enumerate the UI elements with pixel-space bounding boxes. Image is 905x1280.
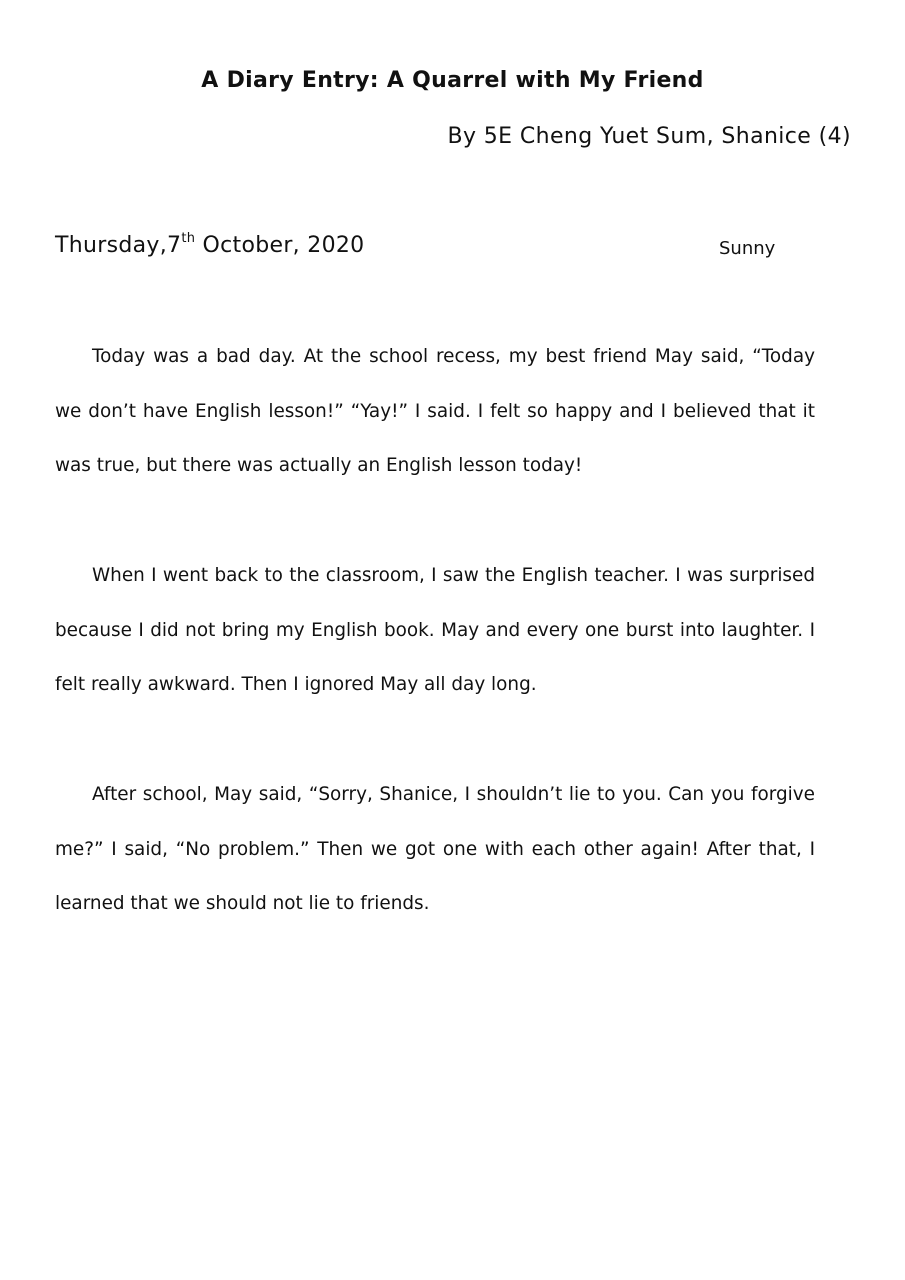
- date-month-year: October, 2020: [195, 233, 365, 258]
- date-weekday: Thursday,: [55, 233, 167, 258]
- paragraph-2: When I went back to the classroom, I saw the English teacher. I was surprised because I did not bring my English book. May and every one burst into laughter. I felt really awkward. Then I ignored May all day long.: [55, 565, 815, 696]
- date-day: 7: [167, 233, 182, 258]
- diary-date: [55, 233, 364, 258]
- paragraph-1: Today was a bad day. At the school recess, my best friend May said, “Today we don’t have English lesson!” “Yay!” I said. I felt so happy and I believed that it was true, but there was actually an English lesson today!: [55, 346, 815, 477]
- date-ordinal: th: [181, 231, 196, 246]
- weather-label: Sunny: [719, 238, 776, 259]
- document-title: A Diary Entry: A Quarrel with My Friend: [201, 68, 704, 93]
- paragraph-3: After school, May said, “Sorry, Shanice, I shouldn’t lie to you. Can you forgive me?” I said, “No problem.” Then we got one with each other again! After that, I learned that we should not lie to friends.: [55, 784, 815, 915]
- author-byline: By 5E Cheng Yuet Sum, Shanice (4): [447, 124, 851, 149]
